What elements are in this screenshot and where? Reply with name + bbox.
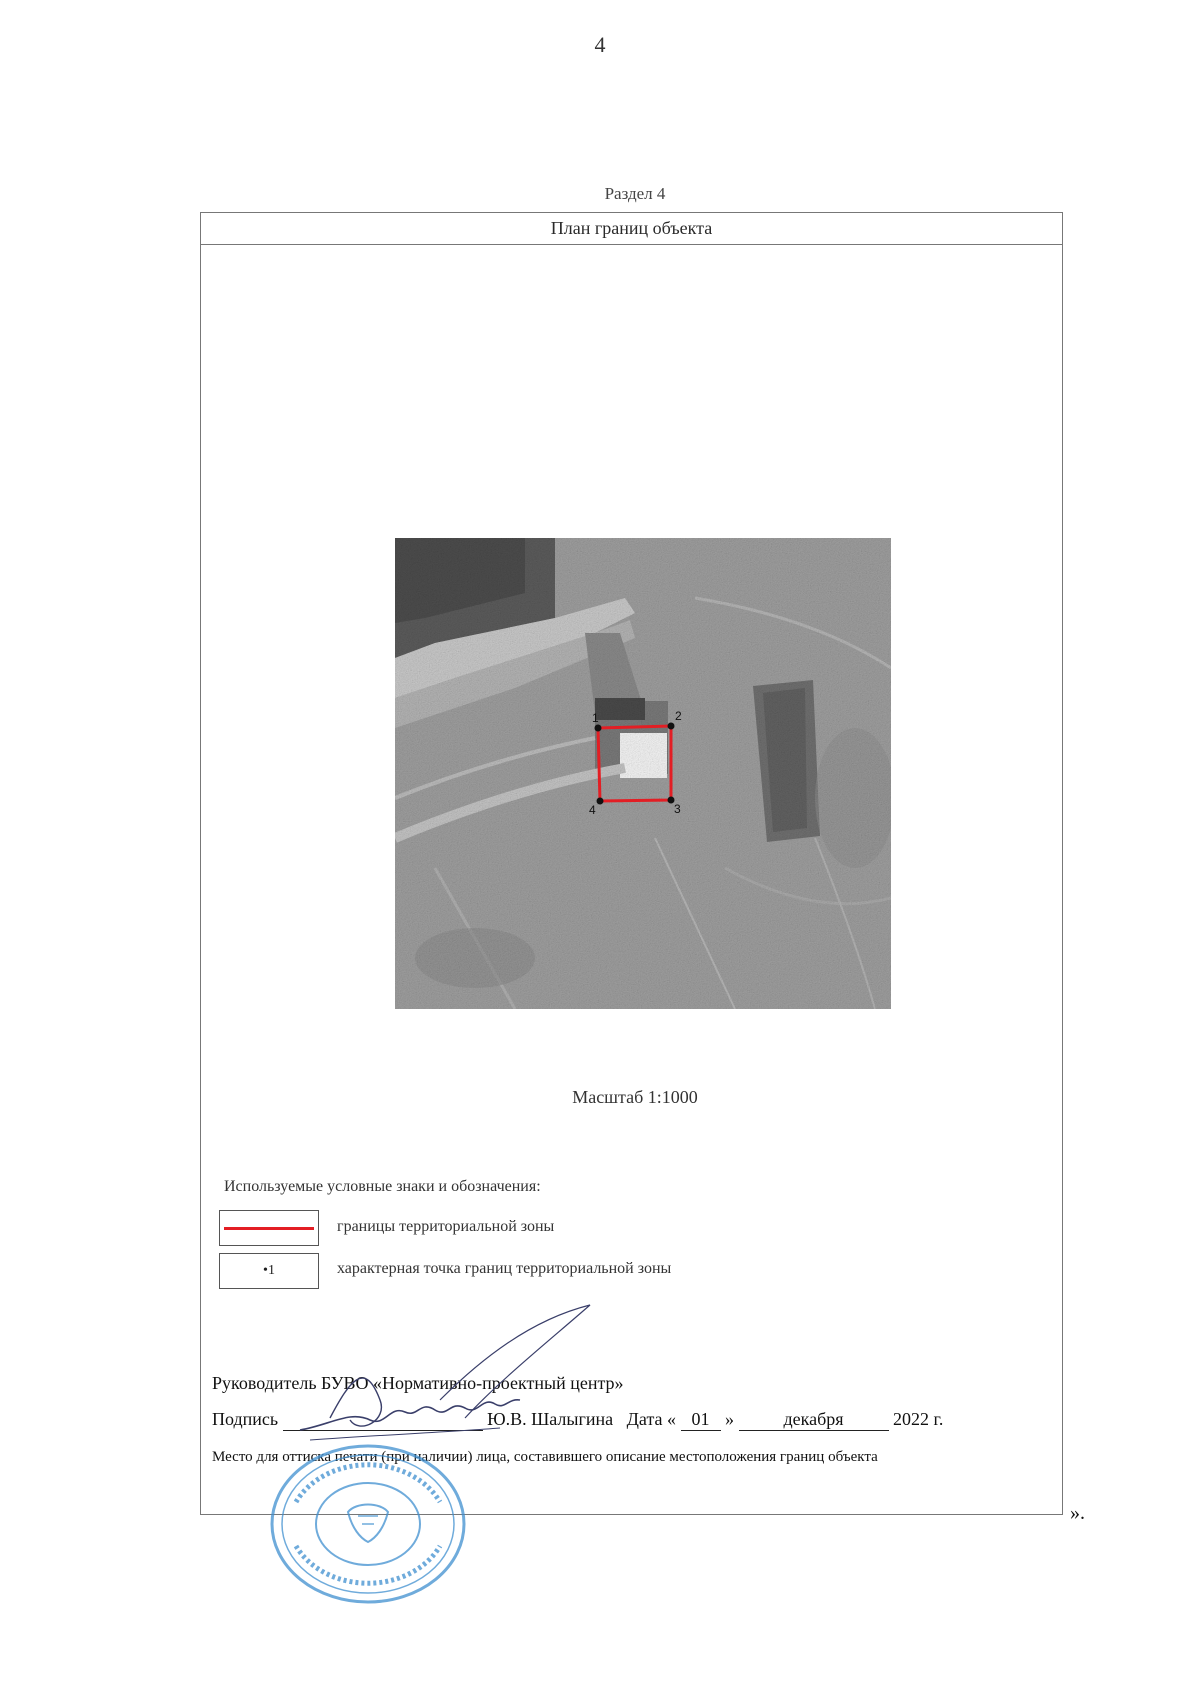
legend-symbol-boundary: [219, 1210, 319, 1246]
section-label: Раздел 4: [604, 184, 666, 203]
map-scale: Масштаб 1:1000: [572, 1087, 698, 1107]
signer-role: Руководитель БУВО «Нормативно-проектный центр»: [212, 1373, 624, 1393]
signer-name: Ю.В. Шалыгина: [487, 1409, 614, 1429]
legend-label-point: характерная точка границ территориальной зоны: [337, 1260, 672, 1277]
point-label-1: 1: [592, 711, 599, 725]
legend-title: Используемые условные знаки и обозначения:: [224, 1178, 541, 1195]
plan-title: План границ объекта: [200, 212, 1063, 245]
seal-place-note: Место для оттиска печати (при наличии) лица, составившего описание местоположения границ объекта: [212, 1449, 878, 1465]
map-features: [395, 538, 891, 1009]
date-label: Дата «: [626, 1409, 677, 1429]
point-label-2: 2: [675, 709, 682, 723]
date-year: 2022 г.: [893, 1409, 944, 1429]
boundary-line-icon: [224, 1227, 314, 1230]
organization-seal: [266, 1442, 470, 1606]
date-month: декабря: [739, 1409, 889, 1431]
sign-label: Подпись: [212, 1409, 279, 1429]
handwritten-signature: [290, 1300, 610, 1450]
closing-quote: ».: [1070, 1502, 1085, 1524]
date-day-close: »: [725, 1409, 735, 1429]
satellite-map: [395, 538, 891, 1009]
legend-label-boundary: границы территориальной зоны: [337, 1218, 555, 1235]
point-label-3: 3: [674, 802, 681, 816]
page-number: 4: [594, 32, 606, 57]
date-day: 01: [681, 1409, 721, 1431]
point-label-4: 4: [589, 803, 596, 817]
legend-symbol-point: •1: [219, 1253, 319, 1289]
